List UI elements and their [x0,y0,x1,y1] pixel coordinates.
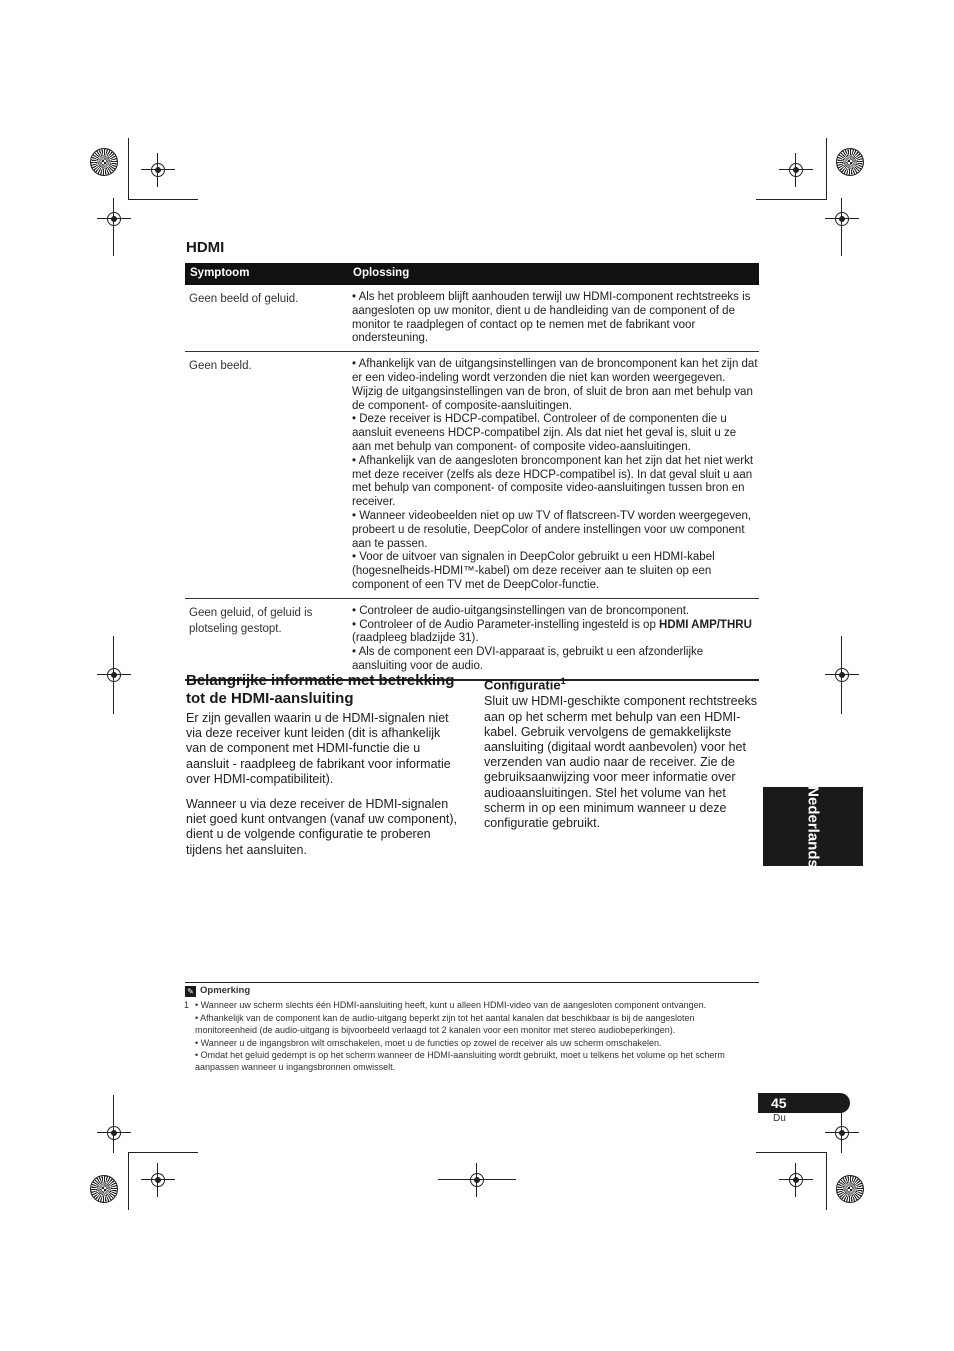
crosshair-icon [97,202,131,236]
registration-star-icon [836,148,864,176]
footnote-ref: 1 [560,676,566,686]
page-number: 45 [758,1093,850,1113]
crosshair-icon [779,1163,813,1197]
setting-name: HDMI AMP/THRU [659,618,752,631]
table-header [185,263,759,285]
note-item: • Afhankelijk van de component kan de audio-uitgang beperkt zijn tot het aantal kanalen dat beschikbaar is bij de aangesloten monitoreenheid (de audio-uitgang is bijvoorbeeld verlaagd tot 2 kanalen voor een monitor met stereo audiobeperkingen). [195,1012,695,1036]
config-title [484,676,760,692]
solution-cell [347,291,758,346]
crosshair-icon [460,1163,494,1197]
crosshair-icon [97,1116,131,1150]
note-item: • Omdat het geluid gedempt is op het scherm wanneer de HDMI-aansluiting wordt gebruikt, moet u telkens het volume op het scherm aanpassen wanneer u ingangsbronnen omwisselt. [195,1050,725,1073]
symptom-cell: Geen beeld of geluid. [189,293,299,305]
table-row [185,599,759,681]
info-paragraph: Er zijn gevallen waarin u de HDMI-signalen niet via deze receiver kunt leiden (dit is afhankelijk van de component met HDMI-functie die u aansluit - raadpleeg de fabrikant voor informatie over HDMI-compatibiliteit). [186,711,451,786]
column-header-solution: Oplossing [353,267,410,280]
config-section [484,676,760,831]
registration-star-icon [90,1175,118,1203]
solution-item: • Controleer de audio-uitgangsinstellingen van de broncomponent. [352,604,690,617]
column-header-symptom: Symptoom [190,267,250,280]
crosshair-icon [141,1163,175,1197]
notes-divider [185,982,759,983]
crosshair-icon [825,1116,859,1150]
info-title: Belangrijke informatie met betrekking tot de HDMI-aansluiting [186,672,455,707]
language-tab-label: Nederlands [804,785,822,868]
solution-item: • Wanneer videobeelden niet op uw TV of flatscreen-TV worden weergegeven, probeert u de resolutie, DeepColor of andere instellingen voor uw component aan te passen. [352,509,752,550]
solution-cell [347,605,758,674]
crosshair-icon [825,658,859,692]
crosshair-icon [779,153,813,187]
solution-item: • Als de component een DVI-apparaat is, gebruikt u een afzonderlijke aansluiting voor de audio. [352,646,704,672]
solution-cell [347,358,758,593]
registration-star-icon [836,1175,864,1203]
symptom-cell: Geen geluid, of geluid is plotseling gestopt. [189,606,313,635]
solution-item: • Als het probleem blijft aanhouden terwijl uw HDMI-component rechtstreeks is aangesloten op uw monitor, dient u de handleiding van de component of de monitor te raadplegen of contact op te nemen met de fabrikant voor ondersteuning. [352,291,751,345]
solution-text: • Controleer of de Audio Parameter-instelling ingesteld is op [352,618,660,631]
table-row [185,285,759,352]
solution-item: • Afhankelijk van de uitgangsinstellingen van de broncomponent kan het zijn dat er een video-indeling wordt verzonden die niet kan worden weergegeven. Wijzig de uitgangsinstellingen van de bron, of sluit de bron aan met behulp van de component- of composite-aansluitingen. [352,358,758,412]
config-paragraph: Sluit uw HDMI-geschikte component rechtstreeks aan op het scherm met behulp van een HDMI-kabel. Gebruik vervolgens de gemakkelijkste aansluiting (digitaal wordt aanbevolen) voor het verzenden van audio naar de receiver. Zie de gebruiksaanwijzing voor meer informatie over audioaansluitingen. Stel het volume van het scherm in op een minimum wanneer u deze configuratie gebruikt. [484,694,758,830]
solution-item [352,619,758,647]
solution-item: • Voor de uitvoer van signalen in DeepColor gebruikt u een HDMI-kabel (hogesnelheids-HDMI™-kabel) om deze receiver aan te sluiten op een component of een TV met de DeepColor-functie. [352,551,715,591]
note-number: 1 [184,1000,190,1011]
config-title-text: Configuratie [484,677,561,693]
note-item: • Wanneer u de ingangsbron wilt omschakelen, moet u de functies op zowel de receiver als uw scherm omschakelen. [195,1037,662,1048]
pencil-icon: ✎ [185,986,196,997]
solution-item: • Deze receiver is HDCP-compatibel. Controleer of de componenten die u aansluit eveneens HDCP-compatibel zijn. Als dat niet het geval is, sluit u ze aan met behulp van component- of composite video-aansluitingen. [352,413,737,453]
language-tab [763,787,863,866]
table-row [185,352,759,599]
crosshair-icon [825,202,859,236]
symptom-cell: Geen beeld. [189,360,252,373]
crosshair-icon [141,153,175,187]
notes-section [185,982,759,1074]
section-title: HDMI [186,239,225,256]
notes-heading [185,985,759,997]
info-section [186,672,462,858]
note-item: • Wanneer uw scherm slechts één HDMI-aansluiting heeft, kunt u alleen HDMI-video van de aangesloten component ontvangen. [195,1000,707,1011]
registration-star-icon [90,148,118,176]
info-paragraph: Wanneer u via deze receiver de HDMI-signalen niet goed kunt ontvangen (vanaf uw component), dient u de volgende configuratie te proberen tijdens het aansluiten. [186,797,458,857]
crosshair-icon [97,658,131,692]
language-code: Du [773,1113,786,1124]
solution-text: (raadpleeg bladzijde 31). [352,632,479,645]
notes-heading-text: Opmerking [200,985,251,996]
notes-list [185,999,759,1073]
troubleshooting-table [185,263,759,681]
solution-item: • Afhankelijk van de aangesloten broncomponent kan het zijn dat het niet werkt met deze receiver (zelfs als deze HDCP-compatibel is). In dat geval sluit u aan met behulp van component- of composite video-aansluitingen tussen bron en receiver. [352,454,754,509]
